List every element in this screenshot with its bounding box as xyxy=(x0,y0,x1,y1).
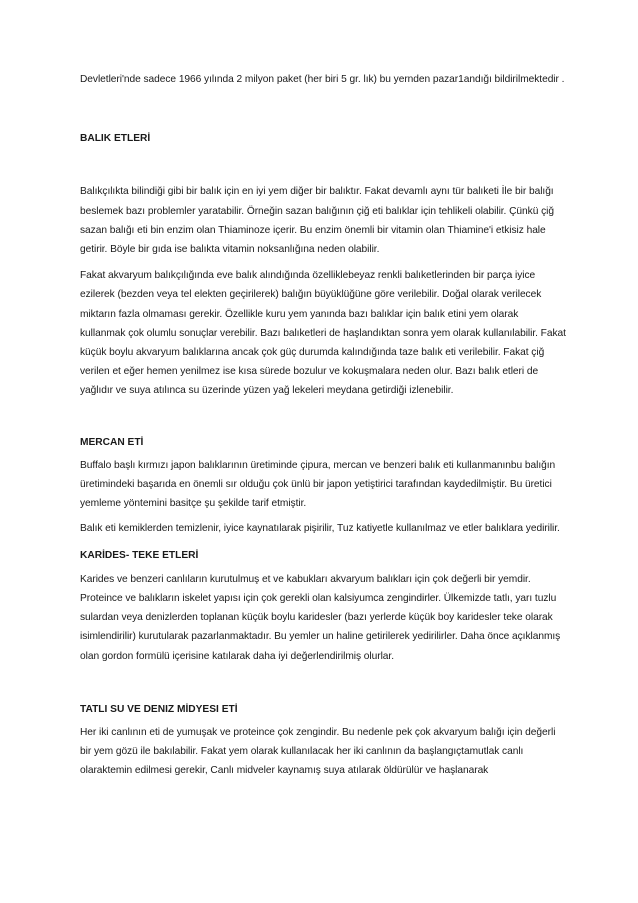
heading-balik-etleri: BALIK ETLERİ xyxy=(80,133,151,145)
heading-karides-teke: KARİDES- TEKE ETLERİ xyxy=(80,549,199,561)
intro-paragraph: Devletleri'nde sadece 1966 yılında 2 milyon paket (her biri 5 gr. lık) bu yernden pazar1andığı bildirilmektedir . xyxy=(80,74,565,85)
paragraph-balik-etleri-1: Balıkçılıkta bilindiği gibi bir balık için en iyi yem diğer bir balıktır. Fakat devamlı aynı tür balıketi İle bir balığı beslemek bazı problemler yaratabilir. Örneğin sazan balığının çiğ eti balıklar için tehlikeli olabilir. Çünkü çiğ sazan balığı eti bin enzim olan Thiaminoze içerir. Bu enzim önemli bir vitamin olan Thiamine'i etkisiz hale getirir. Böyle bir gıda ise balıkta vitamin noksanlığına neden olabilir. xyxy=(80,186,554,256)
document-page xyxy=(80,70,566,781)
paragraph-karides-teke-1: Karides ve benzeri canlıların kurutulmuş et ve kabukları akvaryum balıkları için çok değerli bir yemdir. Proteince ve balıkların iskelet yapısı için çok gerekli olan kalsiyumca zengindirler. Ülkemizde tatlı, yarı tuzlu sulardan veya denizlerden toplanan küçük boylu karidesler (bazı yerlerde küçük boy karidesler teke olarak isimlendirilir) kurutularak pazarlanmaktadır. Bu yemler un haline getirilerek yedirilirler. Daha önce açıklanmış olan gordon formülü içerisine katılarak daha iyi değerlendirilmiş olurlar. xyxy=(80,573,561,662)
heading-mercan-eti: MERCAN ETİ xyxy=(80,436,144,448)
paragraph-balik-etleri-2: Fakat akvaryum balıkçılığında eve balık alındığında özelliklebeyaz renkli balıketlerinden bir parça iyice ezilerek (bezden veya tel elekten geçirilerek) balığın büyüklüğüne göre verilebilir. Doğal olarak verilecek miktarın fazla olmaması gerekir. Özellikle kuru yem yanında bazı balıklar için balık etini yem olarak kullanmak çok olumlu sonuçlar verebilir. Bazı balıketleri de haşlandıktan sonra yem olarak kullanılabilir. Fakat küçük boylu akvaryum balıklarına ancak çok güç durumda kalındığında taze balık eti verilebilir. Fakat çiğ verilen et eğer hemen yenilmez ise kısa sürede bozulur ve kokuşmalara neden olur. Bazı balık etleri de yağlıdır ve suya atılınca su üzerinde yüzen yağ lekeleri meydana getirdiği izlenebilir. xyxy=(80,270,566,397)
paragraph-mercan-eti-2: Balık eti kemiklerden temizlenir, iyice kaynatılarak pişirilir, Tuz katiyetle kullanılmaz ve etler balıklara yedirilir. xyxy=(80,523,560,535)
paragraph-mercan-eti-1: Buffalo başlı kırmızı japon balıklarının üretiminde çipura, mercan ve benzeri balık eti kullanmanınbu balığın üretimindeki başarıda en önemli sır olduğu çok ünlü bir japon yetiştirici tarafından kaydedilmiştir. Bu üretici yemleme yöntemini basitçe şu şekilde tarif etmiştir. xyxy=(80,459,556,510)
paragraph-tatli-su-midye-1: Her iki canlının eti de yumuşak ve proteince çok zengindir. Bu nedenle pek çok akvaryum balığı için değerli bir yem gözü ile bakılabilir. Fakat yem olarak kullanılacak her iki canlının da başlangıçtamutlak canlı olaraktemin edilmesi gerekir, Canlı midveler kaynamış suya atılarak öldürülür ve haşlanarak xyxy=(80,727,556,777)
heading-tatli-su-midye: TATLI SU VE DENIZ MİDYESI ETİ xyxy=(80,703,238,715)
